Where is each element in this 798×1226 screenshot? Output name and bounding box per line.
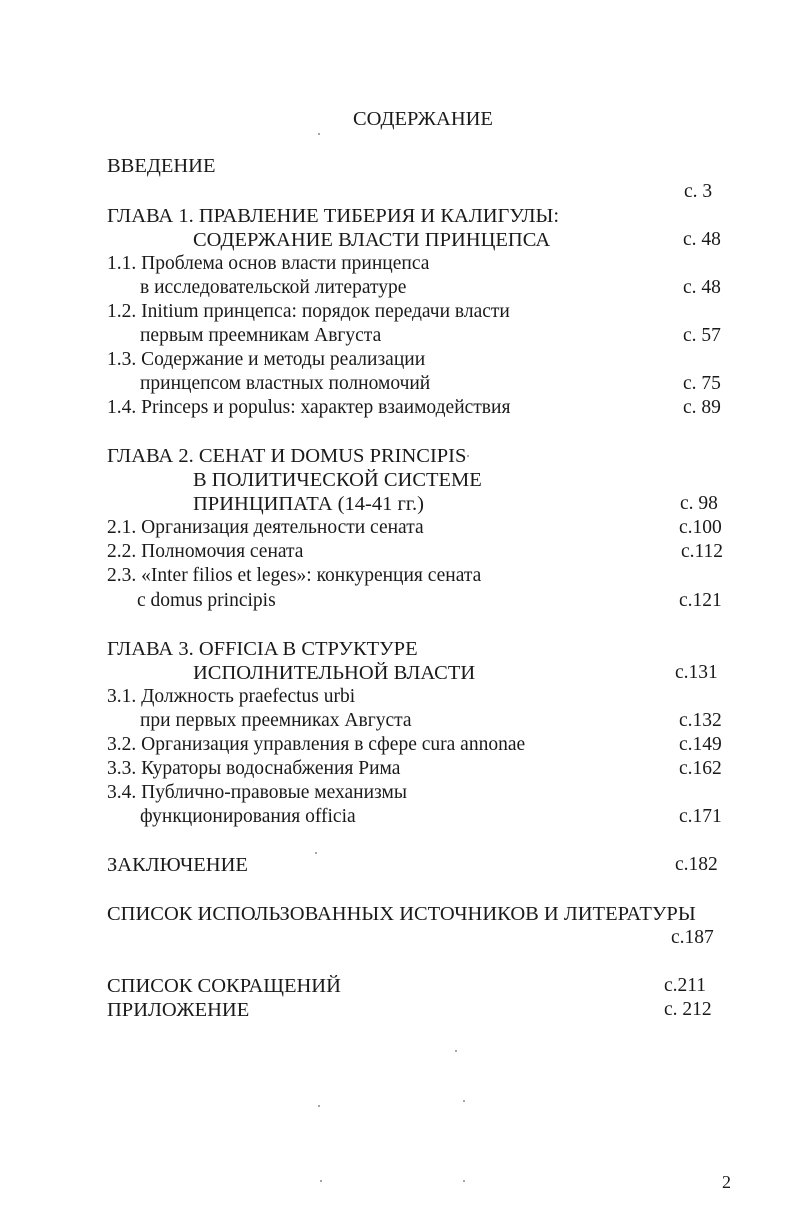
appendix-page: с. 212 bbox=[664, 999, 712, 1020]
section-3-2-page: с.149 bbox=[679, 734, 722, 755]
section-2-1-page: с.100 bbox=[679, 517, 722, 538]
section-1-2-page: с. 57 bbox=[683, 325, 721, 346]
sources-page: с.187 bbox=[671, 927, 714, 948]
section-3-3-page: с.162 bbox=[679, 758, 722, 779]
abbreviations-label[interactable]: СПИСОК СОКРАЩЕНИЙ bbox=[107, 975, 341, 997]
chapter-3-page: с.131 bbox=[675, 662, 718, 683]
section-1-3-line-2[interactable]: принцепсом властных полномочий bbox=[140, 373, 431, 394]
chapter-3-title-line-1[interactable]: ГЛАВА 3. OFFICIA В СТРУКТУРЕ bbox=[107, 638, 418, 660]
section-3-1-line-2[interactable]: при первых преемниках Августа bbox=[140, 710, 412, 731]
sources-label[interactable]: СПИСОК ИСПОЛЬЗОВАННЫХ ИСТОЧНИКОВ И ЛИТЕРАТУРЫ bbox=[107, 903, 696, 925]
section-1-1-line-1[interactable]: 1.1. Проблема основ власти принцепса bbox=[107, 253, 430, 274]
conclusion-label[interactable]: ЗАКЛЮЧЕНИЕ bbox=[107, 854, 248, 876]
section-1-4-line-1[interactable]: 1.4. Princeps и populus: характер взаимодействия bbox=[107, 397, 511, 418]
section-1-2-line-2[interactable]: первым преемникам Августа bbox=[140, 325, 382, 346]
section-1-1-line-2[interactable]: в исследовательской литературе bbox=[140, 277, 407, 298]
abbreviations-page: с.211 bbox=[664, 975, 707, 996]
section-1-3-page: с. 75 bbox=[683, 373, 721, 394]
page-title: СОДЕРЖАНИЕ bbox=[353, 108, 493, 130]
section-2-2-line-1[interactable]: 2.2. Полномочия сената bbox=[107, 541, 304, 562]
section-2-2-page: с.112 bbox=[681, 541, 724, 562]
chapter-3-title-line-2[interactable]: ИСПОЛНИТЕЛЬНОЙ ВЛАСТИ bbox=[193, 662, 476, 684]
intro-label[interactable]: ВВЕДЕНИЕ bbox=[107, 155, 216, 177]
section-2-3-line-2[interactable]: с domus principis bbox=[137, 590, 276, 611]
scan-speck bbox=[455, 1050, 457, 1052]
chapter-2-page: с. 98 bbox=[680, 493, 718, 514]
chapter-1-title-line-2[interactable]: СОДЕРЖАНИЕ ВЛАСТИ ПРИНЦЕПСА bbox=[193, 229, 551, 251]
section-1-3-line-1[interactable]: 1.3. Содержание и методы реализации bbox=[107, 349, 426, 370]
scan-speck bbox=[463, 1100, 465, 1102]
section-3-4-page: с.171 bbox=[679, 806, 722, 827]
section-1-1-page: с. 48 bbox=[683, 277, 721, 298]
section-1-4-page: с. 89 bbox=[683, 397, 721, 418]
section-3-1-line-1[interactable]: 3.1. Должность praefectus urbi bbox=[107, 686, 356, 707]
intro-page: с. 3 bbox=[684, 181, 713, 202]
scan-speck bbox=[320, 1180, 322, 1182]
chapter-1-page: с. 48 bbox=[683, 229, 721, 250]
conclusion-page: с.182 bbox=[675, 854, 718, 875]
section-3-4-line-2[interactable]: функционирования officia bbox=[140, 806, 356, 827]
section-3-4-line-1[interactable]: 3.4. Публично-правовые механизмы bbox=[107, 782, 407, 803]
appendix-label[interactable]: ПРИЛОЖЕНИЕ bbox=[107, 999, 250, 1021]
scan-speck bbox=[467, 455, 469, 457]
scan-speck bbox=[463, 1180, 465, 1182]
chapter-2-title-line-2[interactable]: В ПОЛИТИЧЕСКОЙ СИСТЕМЕ bbox=[193, 469, 482, 491]
section-2-3-line-1[interactable]: 2.3. «Inter filios et leges»: конкуренция сената bbox=[107, 565, 482, 586]
scan-speck bbox=[315, 852, 317, 854]
section-2-1-line-1[interactable]: 2.1. Организация деятельности сената bbox=[107, 517, 424, 538]
chapter-2-title-line-3[interactable]: ПРИНЦИПАТА (14-41 гг.) bbox=[193, 493, 424, 515]
section-3-1-page: с.132 bbox=[679, 710, 722, 731]
section-2-3-page: с.121 bbox=[679, 590, 722, 611]
scan-speck bbox=[318, 133, 320, 135]
section-3-3-line-1[interactable]: 3.3. Кураторы водоснабжения Рима bbox=[107, 758, 401, 779]
scan-speck bbox=[318, 1105, 320, 1107]
section-3-2-line-1[interactable]: 3.2. Организация управления в сфере cura annonae bbox=[107, 734, 526, 755]
page-number: 2 bbox=[722, 1172, 731, 1192]
section-1-2-line-1[interactable]: 1.2. Initium принцепса: порядок передачи власти bbox=[107, 301, 510, 322]
chapter-1-title-line-1[interactable]: ГЛАВА 1. ПРАВЛЕНИЕ ТИБЕРИЯ И КАЛИГУЛЫ: bbox=[107, 205, 560, 227]
chapter-2-title-line-1[interactable]: ГЛАВА 2. СЕНАТ И DOMUS PRINCIPIS bbox=[107, 445, 467, 467]
